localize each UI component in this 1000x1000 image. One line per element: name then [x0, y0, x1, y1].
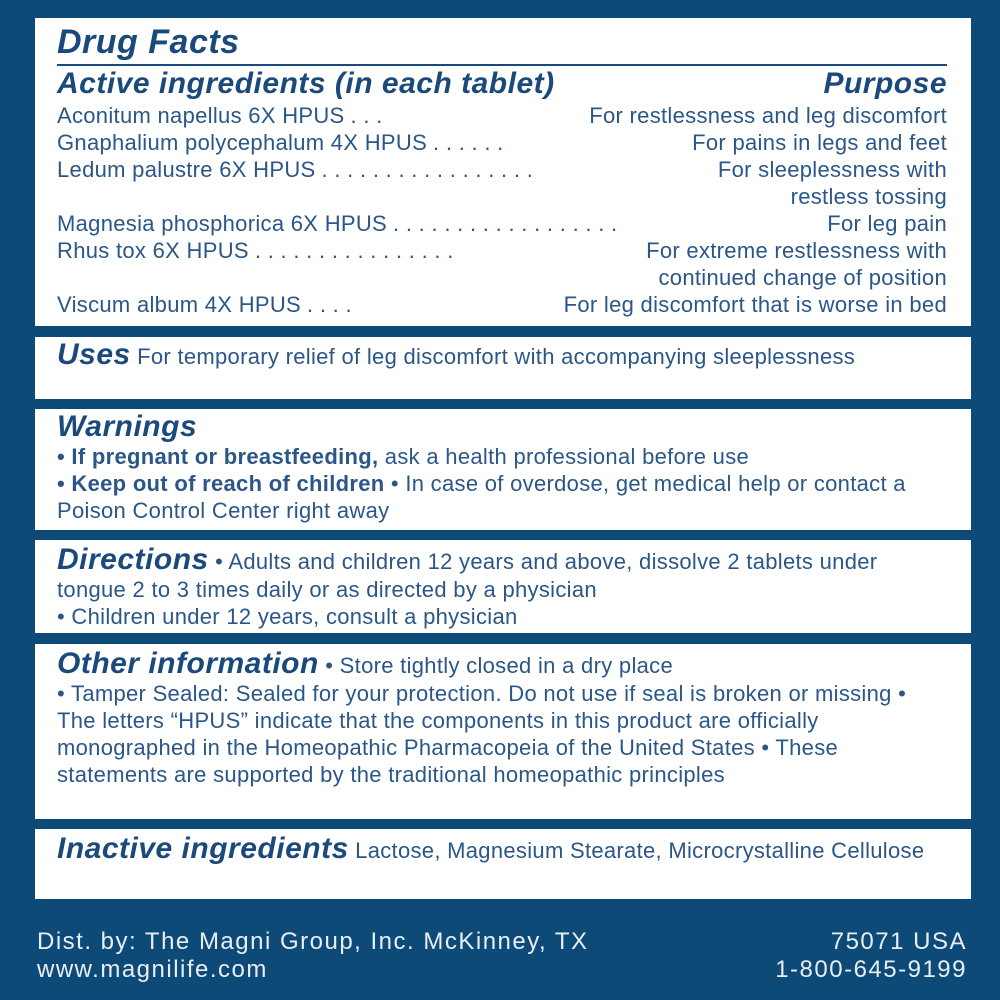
ingredient-row: [57, 129, 947, 156]
footer: [37, 928, 967, 984]
leader-dots: . . . . . . . . . . . . . . . . .: [321, 157, 534, 182]
ingredient-purpose: For restlessness and leg discomfort: [589, 103, 947, 128]
active-ingredients-heading: Active ingredients (in each tablet): [57, 67, 555, 100]
leader-dots: . . . . . .: [433, 130, 504, 155]
other-information-panel: [35, 644, 971, 819]
uses-text: For temporary relief of leg discomfort with accompanying sleeplessness: [137, 344, 856, 369]
phone-number[interactable]: 1-800-645-9199: [775, 956, 967, 983]
directions-text-children: • Children under 12 years, consult a physician: [57, 604, 518, 629]
other-information-text-2: • Tamper Sealed: Sealed for your protection. Do not use if seal is broken or missing • The letters “HPUS” indicate that the components in this product are officially monographed in the Homeopathic Pharmacopeia of the United States • These statements are supported by the traditional homeopathic principles: [57, 681, 907, 787]
warnings-heading: Warnings: [57, 410, 198, 443]
children-warning-bold: • Keep out of reach of children: [57, 471, 385, 496]
other-information-heading: Other information: [57, 647, 319, 680]
ingredient-row: [57, 291, 947, 318]
warnings-panel: [35, 409, 971, 530]
leader-dots: . . . . . . . . . . . . . . . .: [254, 238, 454, 263]
ingredient-name: Viscum album 4X HPUS: [57, 292, 302, 317]
ingredient-purpose-continued: continued change of position: [658, 265, 947, 290]
website-link[interactable]: www.magnilife.com: [37, 956, 268, 983]
ingredient-purpose: For extreme restlessness with: [646, 238, 947, 263]
children-warning-text: • In case of overdose, get medical help or contact a Poison Control Center right away: [57, 471, 906, 523]
ingredient-name: Aconitum napellus 6X HPUS: [57, 103, 345, 128]
purpose-heading: Purpose: [823, 67, 947, 100]
ingredient-purpose: For leg pain: [827, 211, 947, 236]
ingredient-name: Gnaphalium polycephalum 4X HPUS: [57, 130, 428, 155]
ingredient-name: Ledum palustre 6X HPUS: [57, 157, 316, 182]
ingredients-list: [57, 102, 947, 318]
leader-dots: . . .: [350, 103, 383, 128]
leader-dots: . . . . . . . . . . . . . . . . . .: [393, 211, 618, 236]
ingredient-row: [57, 156, 947, 183]
distributor-text: Dist. by: The Magni Group, Inc. McKinney, TX: [37, 928, 589, 955]
uses-heading: Uses: [57, 338, 131, 371]
drug-facts-title: Drug Facts: [57, 18, 947, 66]
ingredient-purpose: For pains in legs and feet: [692, 130, 947, 155]
leader-dots: . . . .: [307, 292, 352, 317]
uses-panel: [35, 337, 971, 399]
ingredient-name: Magnesia phosphorica 6X HPUS: [57, 211, 388, 236]
inactive-ingredients-heading: Inactive ingredients: [57, 832, 349, 865]
ingredient-row: [57, 237, 947, 264]
ingredient-purpose-continued: restless tossing: [790, 184, 947, 209]
ingredient-row: [57, 210, 947, 237]
ingredient-purpose: For sleeplessness with: [717, 157, 947, 182]
other-information-text: • Store tightly closed in a dry place: [325, 653, 674, 678]
pregnant-warning-text: ask a health professional before use: [384, 444, 750, 469]
directions-panel: [35, 540, 971, 633]
ingredient-purpose: For leg discomfort that is worse in bed: [563, 292, 947, 317]
zip-country: 75071 USA: [830, 928, 967, 955]
ingredient-name: Rhus tox 6X HPUS: [57, 238, 249, 263]
directions-text: • Adults and children 12 years and above, dissolve 2 tablets under tongue 2 to 3 times daily or as directed by a physician: [57, 549, 878, 602]
ingredient-row: [57, 102, 947, 129]
directions-heading: Directions: [57, 543, 209, 576]
active-ingredients-header: [57, 66, 947, 102]
pregnant-warning-bold: • If pregnant or breastfeeding,: [57, 444, 379, 469]
inactive-ingredients-panel: [35, 829, 971, 899]
drug-facts-panel: [35, 18, 971, 326]
inactive-ingredients-text: Lactose, Magnesium Stearate, Microcrystalline Cellulose: [355, 838, 925, 863]
